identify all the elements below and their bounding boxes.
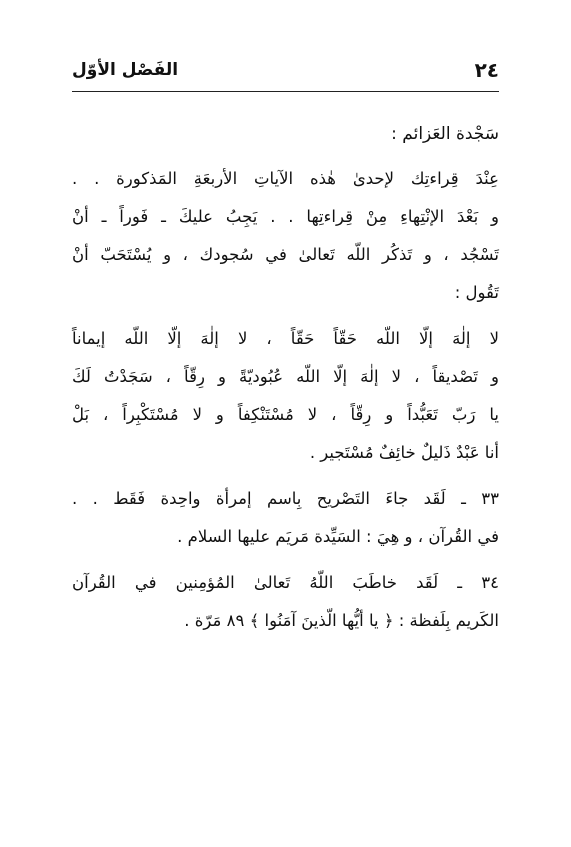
text-line: أنا عَبْدٌ ذَليلٌ خائِفٌ مُسْتَجير .: [309, 443, 499, 462]
header-divider: [72, 91, 499, 92]
text-line: ٣٤ ـ لَقَد خاطَبَ اللّهُ تَعالىٰ المُؤمِنين في القُرآن: [72, 573, 499, 592]
item-33: [72, 480, 499, 556]
paragraph-supplication: [72, 320, 499, 472]
text-line: الكَريم بِلَفظة : ﴿ يا أيُّها الّذينَ آمَنُوا ﴾ ٨٩ مَرّة .: [184, 611, 499, 630]
text-line: ٣٣ ـ لَقَد جاءَ التَصْريح بِاسم إمرأة واحِدة فَقَط . .: [72, 489, 499, 508]
section-heading: سَجْدة العَزائم :: [391, 124, 499, 144]
text-line: عِنْدَ قِراءتِك لإحدىٰ هٰذه الآياتِ الأربعَةِ المَذكورة . .: [72, 169, 499, 188]
text-line: يا رَبّ تَعَبُّداً و رِقّاً ، لا مُسْتَنْكِفاً و لا مُسْتَكْبِراً ، بَلْ: [72, 405, 499, 424]
page-header: [72, 58, 499, 86]
page-number: ٢٤: [474, 58, 499, 82]
item-34: [72, 564, 499, 640]
text-line: و بَعْدَ الإنْتِهاءِ مِنْ قِراءتِها . . يَجِبُ عليكَ ـ فَوراً ـ أنْ: [72, 207, 499, 226]
paragraph-instruction: [72, 160, 499, 312]
page-body: [72, 116, 499, 648]
text-line: تَقُول :: [454, 283, 499, 302]
text-line: تَسْجُد ، و تَذكُر اللّه تَعالىٰ في سُجودك ، و يُسْتَحَبّ أنْ: [72, 245, 499, 264]
text-line: لا إلٰهَ إلّا اللّه حَقّاً حَقّاً ، لا إلٰهَ إلّا اللّه إيماناً: [72, 329, 499, 348]
text-line: في القُرآن ، و هِيَ : السَيِّدة مَريَم عليها السلام .: [177, 527, 499, 546]
text-line: و تَصْديقاً ، لا إلٰهَ إلّا اللّه عُبُوديّةً و رِقّاً ، سَجَدْتُ لَكَ: [72, 367, 499, 386]
chapter-title: الفَصْل الأوّل: [72, 60, 179, 80]
